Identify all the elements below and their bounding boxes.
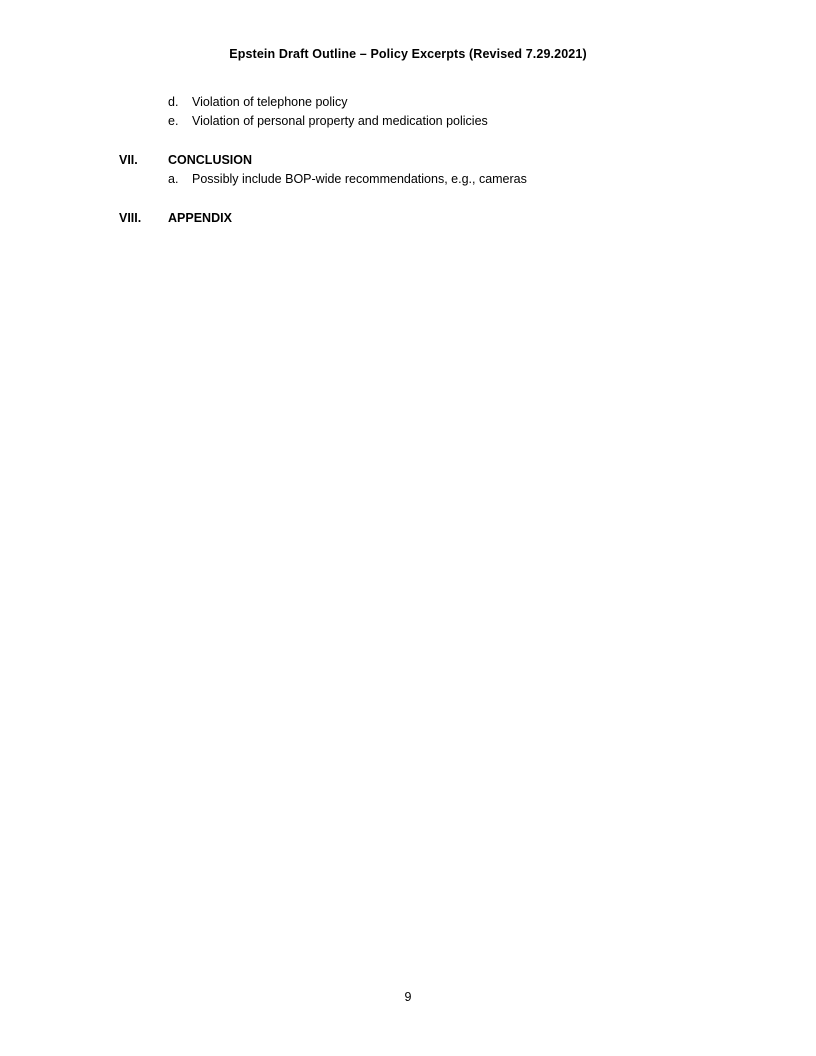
section-spacer bbox=[0, 191, 816, 211]
list-item bbox=[0, 95, 816, 114]
list-item-label: Possibly include BOP-wide recommendations, e.g., cameras bbox=[192, 172, 527, 186]
list-item bbox=[0, 172, 816, 191]
section-heading bbox=[0, 211, 816, 230]
list-item-marker: d. bbox=[168, 95, 179, 109]
section-spacer bbox=[0, 133, 816, 153]
section-title: CONCLUSION bbox=[168, 153, 253, 167]
list-item-marker: e. bbox=[168, 114, 179, 128]
list-item bbox=[0, 114, 816, 133]
page-header: Epstein Draft Outline – Policy Excerpts (Revised 7.29.2021) bbox=[229, 47, 587, 61]
section-number: VIII. bbox=[119, 211, 142, 225]
outline-content bbox=[0, 95, 816, 230]
section-number: VII. bbox=[119, 153, 138, 167]
list-item-marker: a. bbox=[168, 172, 179, 186]
list-item-label: Violation of telephone policy bbox=[192, 95, 348, 109]
list-item-label: Violation of personal property and medication policies bbox=[192, 114, 488, 128]
section-heading bbox=[0, 153, 816, 172]
section-title: APPENDIX bbox=[168, 211, 232, 225]
page-number: 9 bbox=[404, 990, 412, 1004]
